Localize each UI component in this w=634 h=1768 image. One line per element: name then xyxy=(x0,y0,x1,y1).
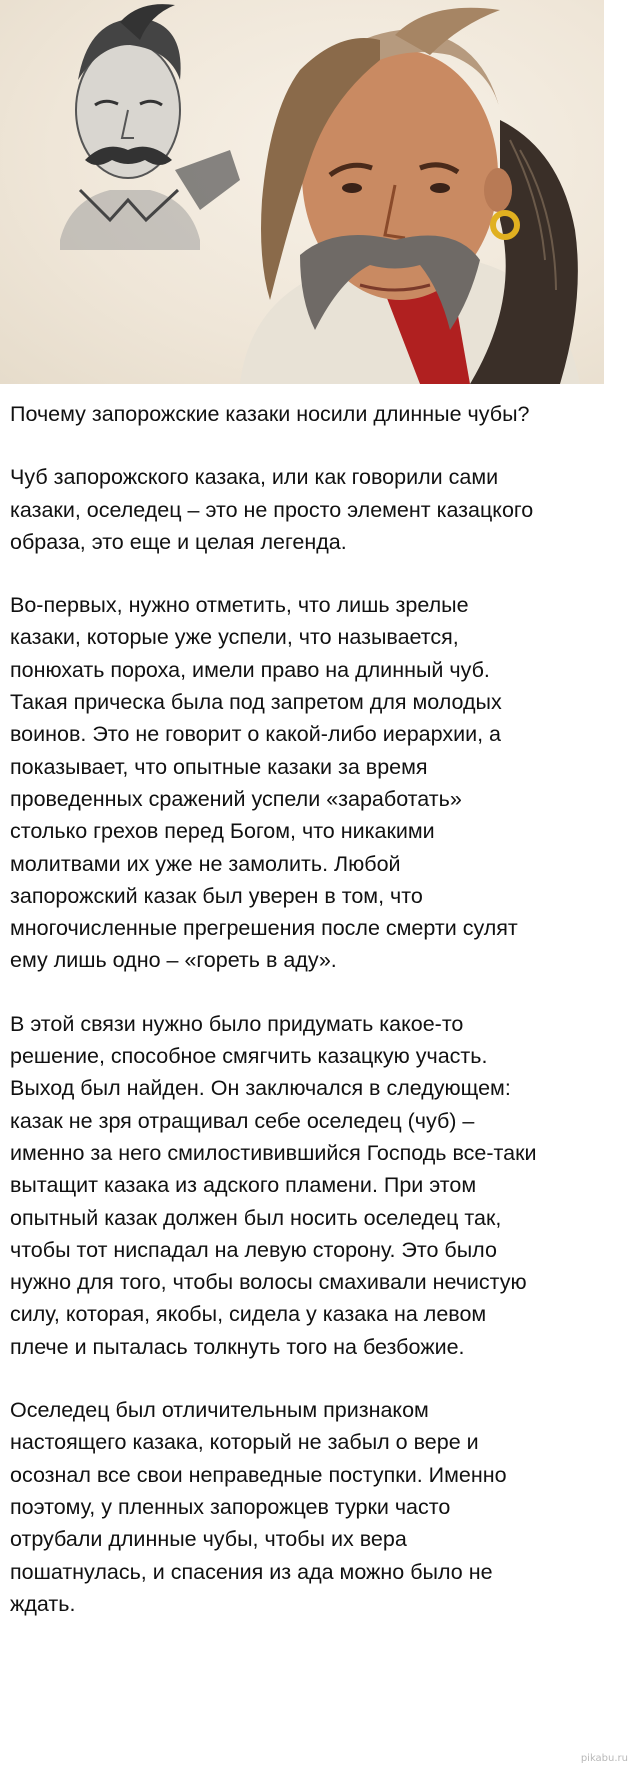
cossack-illustration xyxy=(0,0,604,384)
article-paragraph: В этой связи нужно было придумать какое-то решение, способное смягчить казацкую участь. Выход был найден. Он заключался в следующем: казак не зря отращивал себе оселедец (чуб) – именно за него смилостивившийся Господь все-таки вытащит казака из адского пламени. При этом опытный казак должен был носить оселедец так, чтобы тот ниспадал на левую сторону. Это было нужно для того, чтобы волосы смахивали нечистую силу, которая, якобы, сидела у казака на левом плече и пыталась толкнуть того на безбожие. xyxy=(10,1011,537,1359)
article-paragraph: Во-первых, нужно отметить, что лишь зрелые казаки, которые уже успели, что называется, понюхать пороха, имели право на длинный чуб. Такая прическа была под запретом для молодых воинов. Это не говорит о какой-либо иерархии, а показывает, что опытные казаки за время проведенных сражений успели «заработать» столько грехов перед Богом, что никакими молитвами их уже не замолить. Любой запорожский казак был уверен в том, что многочисленные прегрешения после смерти сулят ему лишь одно – «гореть в аду». xyxy=(10,593,518,973)
color-cossack xyxy=(240,8,580,384)
article-heading: Почему запорожские казаки носили длинные чубы? xyxy=(10,402,530,426)
pikabu-watermark: pikabu.ru xyxy=(580,1753,628,1764)
sketch-cossack xyxy=(60,4,240,250)
cossack-portraits-image xyxy=(0,0,604,384)
article-paragraph: Чуб запорожского казака, или как говорили сами казаки, оселедец – это не просто элемент казацкого образа, это еще и целая легенда. xyxy=(10,465,534,554)
article-body xyxy=(10,398,610,1651)
article-paragraph: Оселедец был отличительным признаком настоящего казака, который не забыл о вере и осознал все свои неправедные поступки. Именно поэтому, у пленных запорожцев турки часто отрубали длинные чубы, чтобы их вера пошатнулась, и спасения из ада можно было не ждать. xyxy=(10,1398,507,1616)
